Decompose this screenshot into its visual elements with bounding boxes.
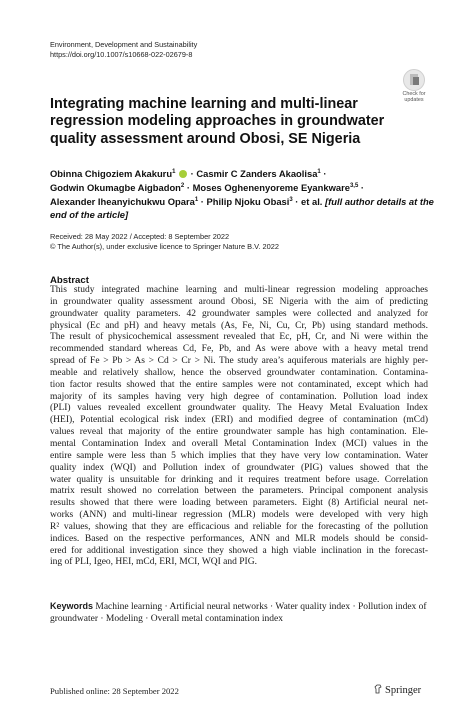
copyright-notice: © The Author(s), under exclusive licence to Springer Nature B.V. 2022 xyxy=(50,241,279,251)
author-details-note[interactable]: [full author details at the end of the article] xyxy=(50,196,434,221)
abstract-line: tion factor results showed that the entire samples were not contaminated, except which had xyxy=(50,379,428,390)
abstract-line: (PLI) values revealed excellent groundwater quality. The Heavy Metal Evaluation Index xyxy=(50,403,428,414)
author-name[interactable]: Moses Oghenenyoreme Eyankware xyxy=(192,182,350,194)
abstract-line: R² values, showing that they are efficacious and reliable for the forecasting of the pollution xyxy=(50,521,428,532)
received-accepted-dates: Received: 28 May 2022 / Accepted: 8 September 2022 xyxy=(50,232,230,241)
keywords-text: Machine learning · Artificial neural networks · Water quality index · Pollution index of groundwater · Modeling · Overall metal contamination index xyxy=(50,602,427,624)
check-for-updates-icon xyxy=(403,69,425,91)
journal-header xyxy=(50,40,197,59)
author-affiliation: 2 xyxy=(180,183,185,190)
abstract-line: indices. Based on the respective performances, ANN and MLR models should be consid- xyxy=(50,533,428,544)
abstract-line: entire sample were less than 5 which implies that they have very low contamination. Water xyxy=(50,450,428,461)
doi-link[interactable]: https://doi.org/10.1007/s10668-022-02679-8 xyxy=(50,49,193,59)
publisher-logo[interactable] xyxy=(374,684,421,696)
published-online-date: Published online: 28 September 2022 xyxy=(50,686,179,696)
abstract-line: physical (Ec and pH) and heavy metals (As, Fe, Ni, Cu, Cr, Pb) using standard methods. xyxy=(50,320,428,331)
dates-block xyxy=(50,232,279,252)
abstract-line: works (ANN) and multi-linear regression (MLR) models were developed with very high xyxy=(50,510,428,521)
springer-horse-icon xyxy=(374,684,382,694)
abstract-line: spread of Fe > Pb > As > Cd > Cr > Ni. The study area’s aquiferous materials are highly per- xyxy=(50,356,428,367)
abstract-line: groundwater quality parameters. 42 groundwater samples were collected and analyzed for xyxy=(50,308,428,319)
badge-line-1: Check for xyxy=(402,91,426,97)
et-al: et al. xyxy=(301,196,323,208)
badge-line-2: updates xyxy=(404,97,424,104)
abstract-line: meable and relatively shallow, hence the observed groundwater contamination. Contamina- xyxy=(50,367,428,378)
abstract-line: values reveal that majority of the entire groundwater sample has high contamination. Ele- xyxy=(50,427,428,438)
author-affiliation: 1 xyxy=(317,169,321,175)
author-affiliation: 1 xyxy=(172,169,176,175)
author-list: Obinna Chigoziem Akakuru$^1$ · Casmir C Zanders Akaolisa$^1$ · Godwin Okumagbe Aigbadon$^2$ · Moses Oghenenyoreme Eyankware$^{3,5}$ · Alexander Iheanyichukwu Opara$^1$ · Philip Njoku Obasi$^3$ · et al. [full author details at the end of the article] xyxy=(50,168,434,221)
abstract-line: majority of its samples having very high degree of contamination. Pollution load index xyxy=(50,391,428,402)
abstract-line: quality index (WQI) and Pollution index of groundwater (PIG) values showed that the xyxy=(50,462,428,473)
author-name[interactable]: Alexander Iheanyichukwu Opara xyxy=(50,196,195,208)
abstract-body xyxy=(50,285,428,569)
abstract-line: water quality is unsuitable for drinking and it requires treatment before usage. Correlation xyxy=(50,474,428,485)
author-affiliation: 3,5 xyxy=(349,183,359,190)
abstract-line: in groundwater quality assessment around Obosi, SE Nigeria with the aim of predicting xyxy=(50,296,428,307)
abstract-line: ing of PLI, Igeo, HEI, mCd, ERI, MCI, WQI and PIG. xyxy=(50,557,257,568)
author-affiliation: 1 xyxy=(194,197,199,204)
author-name[interactable]: Obinna Chigoziem Akakuru xyxy=(50,168,173,180)
abstract-line: ered for additional investigation since they showed a high viable inclination in the forecast- xyxy=(50,545,428,556)
keywords-block xyxy=(50,600,430,625)
abstract-line: This study integrated machine learning and multi-linear regression modeling approaches xyxy=(50,285,428,295)
abstract-line: (HEI), Potential ecological risk index (ERI) and modified degree of contamination (mCd) xyxy=(50,415,428,426)
abstract-line: recommended standard whereas Cd, Fe, Pb, and As were above with a heavy metal trend xyxy=(50,344,428,355)
journal-name: Environment, Development and Sustainability xyxy=(50,40,198,49)
check-for-updates-badge[interactable] xyxy=(396,69,432,105)
orcid-icon[interactable] xyxy=(179,170,187,178)
author-name[interactable]: Casmir C Zanders Akaolisa xyxy=(196,168,318,180)
author-name[interactable]: Godwin Okumagbe Aigbadon xyxy=(50,182,181,194)
keywords-label: Keywords xyxy=(50,601,94,611)
abstract-heading: Abstract xyxy=(50,275,89,286)
author-name[interactable]: Philip Njoku Obasi xyxy=(206,196,290,208)
abstract-line: The result of physicochemical assessment revealed that Ec, pH, Cr, and Ni were within the xyxy=(50,332,428,343)
paper-title: Integrating machine learning and multi-linear regression modeling approaches in groundwater quality assessment around Obosi, SE Nigeria xyxy=(50,96,385,147)
abstract-line: results showed that there were loading between parameters. Eight (8) Artificial neural net- xyxy=(50,498,428,509)
publisher-name: Springer xyxy=(385,685,422,696)
abstract-line: mental Contamination Index and overall Metal Contamination Index (MCI) values in the xyxy=(50,438,428,449)
abstract-line: matrix result showed no correlation between the parameters. Principal component analysis xyxy=(50,486,428,497)
author-affiliation: 3 xyxy=(289,197,293,204)
